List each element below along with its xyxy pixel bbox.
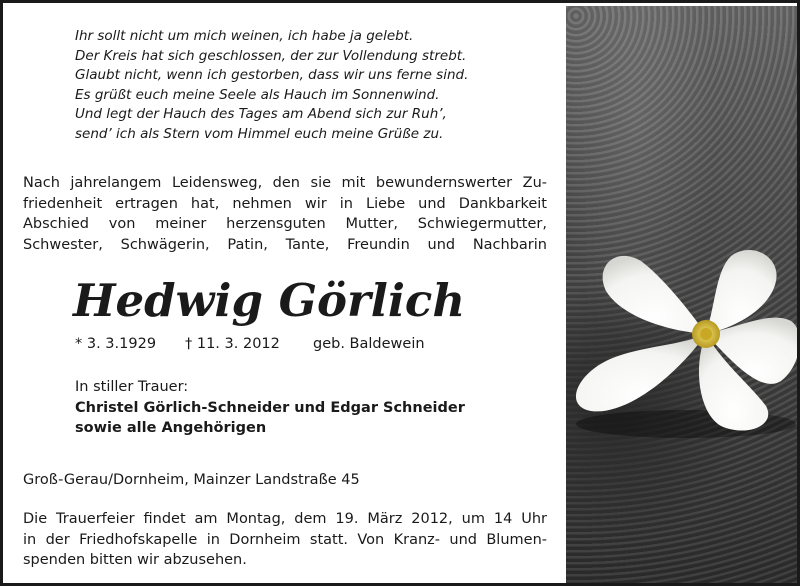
service-line: spenden bitten wir abzusehen. xyxy=(23,552,247,568)
intro-line: Schwester, Schwägerin, Patin, Tante, Freundin und Nachbarin xyxy=(23,236,547,253)
intro-line: Nach jahrelangem Leidensweg, den sie mit bewundernswerter Zu- xyxy=(23,175,547,191)
funeral-service-info xyxy=(23,509,547,571)
service-line: in der Friedhofskapelle in Dornheim statt. Von Kranz- und Blumen- xyxy=(23,531,547,548)
service-line: Die Trauerfeier findet am Montag, dem 19. März 2012, um 14 Uhr xyxy=(23,511,547,527)
intro-line: friedenheit ertragen hat, nehmen wir in Liebe und Dankbarkeit xyxy=(23,195,547,212)
mourners-names: Christel Görlich-Schneider und Edgar Schneider xyxy=(75,399,465,416)
intro-paragraph xyxy=(23,173,547,255)
poem-line: Der Kreis hat sich geschlossen, der zur Vollendung strebt. xyxy=(75,47,467,64)
birth-date: * 3. 3.1929 xyxy=(75,336,157,352)
death-date: † 11. 3. 2012 xyxy=(185,336,280,352)
deceased-name: Hedwig Görlich xyxy=(73,274,466,327)
intro-line: Abschied von meiner herzensguten Mutter, Schwiegermutter, xyxy=(23,216,547,232)
poem-line: send’ ich als Stern vom Himmel euch meine Grüße zu. xyxy=(75,125,444,142)
flower-photo xyxy=(566,6,798,583)
mourners xyxy=(75,377,465,439)
mourners-heading: In stiller Trauer: xyxy=(75,379,189,395)
text-column xyxy=(3,3,563,583)
poem-line: Glaubt nicht, wenn ich gestorben, dass wir uns ferne sind. xyxy=(75,67,469,83)
maiden-name: geb. Baldewein xyxy=(313,336,425,352)
mourners-relatives: sowie alle Angehörigen xyxy=(75,420,267,436)
poem-line: Ihr sollt nicht um mich weinen, ich habe ja gelebt. xyxy=(75,28,414,44)
life-dates xyxy=(75,336,425,352)
address: Groß-Gerau/Dornheim, Mainzer Landstraße 45 xyxy=(23,472,360,488)
poem xyxy=(75,27,468,144)
poem-line: Es grüßt euch meine Seele als Hauch im Sonnenwind. xyxy=(75,86,440,103)
poem-line: Und legt der Hauch des Tages am Abend sich zur Ruh’, xyxy=(75,106,447,122)
white-flower-icon xyxy=(566,246,798,446)
